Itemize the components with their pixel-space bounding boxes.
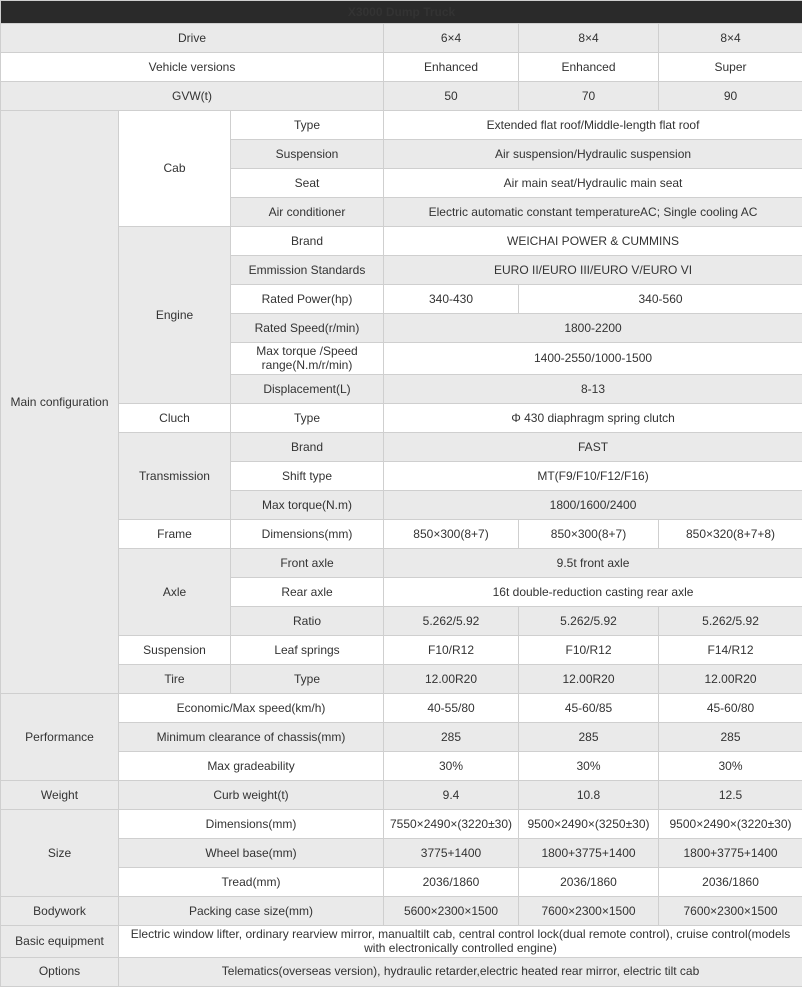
- performance-speed-label: Economic/Max speed(km/h): [119, 693, 384, 722]
- group-engine: Engine: [119, 227, 231, 404]
- size-dimensions-value-col3: 9500×2490×(3220±30): [659, 809, 802, 838]
- axle-ratio-label: Ratio: [231, 606, 384, 635]
- transmission-shift-label: Shift type: [231, 461, 384, 490]
- weight-curb-label: Curb weight(t): [119, 780, 384, 809]
- suspension-leaf-value-col1: F10/R12: [384, 635, 519, 664]
- row-size-wheelbase: [1, 838, 802, 867]
- engine-brand-value: WEICHAI POWER & CUMMINS: [384, 227, 802, 256]
- section-basic-equipment: Basic equipment: [1, 925, 119, 957]
- row-performance-speed: [1, 693, 802, 722]
- transmission-brand-label: Brand: [231, 432, 384, 461]
- gvw-value-col2: 70: [519, 82, 659, 111]
- vehicle-versions-value-col2: Enhanced: [519, 53, 659, 82]
- row-vehicle-versions: [1, 53, 802, 82]
- transmission-torque-value: 1800/1600/2400: [384, 490, 802, 519]
- size-dimensions-value-col1: 7550×2490×(3220±30): [384, 809, 519, 838]
- bodywork-packing-value-col2: 7600×2300×1500: [519, 896, 659, 925]
- frame-dimensions-value-col1: 850×300(8+7): [384, 519, 519, 548]
- performance-clearance-value-col2: 285: [519, 722, 659, 751]
- size-wheelbase-label: Wheel base(mm): [119, 838, 384, 867]
- row-suspension-leaf: [1, 635, 802, 664]
- row-transmission-brand: [1, 432, 802, 461]
- row-performance-gradeability: [1, 751, 802, 780]
- suspension-leaf-value-col2: F10/R12: [519, 635, 659, 664]
- section-main-configuration: Main configuration: [1, 111, 119, 694]
- engine-torque-value: 1400-2550/1000-1500: [384, 343, 802, 375]
- section-bodywork: Bodywork: [1, 896, 119, 925]
- suspension-leaf-value-col3: F14/R12: [659, 635, 802, 664]
- size-dimensions-value-col2: 9500×2490×(3250±30): [519, 809, 659, 838]
- cab-suspension-label: Suspension: [231, 140, 384, 169]
- axle-ratio-value-col2: 5.262/5.92: [519, 606, 659, 635]
- performance-speed-value-col3: 45-60/80: [659, 693, 802, 722]
- gvw-label: GVW(t): [1, 82, 384, 111]
- transmission-brand-value: FAST: [384, 432, 802, 461]
- suspension-leaf-label: Leaf springs: [231, 635, 384, 664]
- cab-seat-label: Seat: [231, 169, 384, 198]
- row-options: [1, 957, 802, 986]
- engine-power-value-col1: 340-430: [384, 285, 519, 314]
- row-tire-type: [1, 664, 802, 693]
- cab-type-label: Type: [231, 111, 384, 140]
- tire-type-value-col1: 12.00R20: [384, 664, 519, 693]
- row-gvw: [1, 82, 802, 111]
- page-title: X3000 Dump Truck: [1, 1, 802, 24]
- performance-speed-value-col1: 40-55/80: [384, 693, 519, 722]
- size-tread-value-col3: 2036/1860: [659, 867, 802, 896]
- axle-ratio-value-col1: 5.262/5.92: [384, 606, 519, 635]
- basic-equipment-value: Electric window lifter, ordinary rearview mirror, manualtilt cab, central control lock(dual remote control), cruise control(models with electronically controlled engine): [119, 925, 802, 957]
- size-wheelbase-value-col1: 3775+1400: [384, 838, 519, 867]
- weight-curb-value-col1: 9.4: [384, 780, 519, 809]
- size-wheelbase-value-col3: 1800+3775+1400: [659, 838, 802, 867]
- cab-air-conditioner-label: Air conditioner: [231, 198, 384, 227]
- size-wheelbase-value-col2: 1800+3775+1400: [519, 838, 659, 867]
- engine-displacement-label: Displacement(L): [231, 374, 384, 403]
- bodywork-packing-value-col1: 5600×2300×1500: [384, 896, 519, 925]
- engine-emission-value: EURO II/EURO III/EURO V/EURO VI: [384, 256, 802, 285]
- group-tire: Tire: [119, 664, 231, 693]
- size-tread-value-col2: 2036/1860: [519, 867, 659, 896]
- drive-label: Drive: [1, 24, 384, 53]
- transmission-shift-value: MT(F9/F10/F12/F16): [384, 461, 802, 490]
- row-basic-equipment: [1, 925, 802, 957]
- section-options: Options: [1, 957, 119, 986]
- frame-dimensions-value-col3: 850×320(8+7+8): [659, 519, 802, 548]
- axle-rear-label: Rear axle: [231, 577, 384, 606]
- size-tread-value-col1: 2036/1860: [384, 867, 519, 896]
- row-cab-type: [1, 111, 802, 140]
- performance-gradeability-value-col2: 30%: [519, 751, 659, 780]
- vehicle-versions-value-col1: Enhanced: [384, 53, 519, 82]
- row-drive: [1, 24, 802, 53]
- transmission-torque-label: Max torque(N.m): [231, 490, 384, 519]
- engine-brand-label: Brand: [231, 227, 384, 256]
- group-frame: Frame: [119, 519, 231, 548]
- performance-clearance-value-col3: 285: [659, 722, 802, 751]
- performance-gradeability-label: Max gradeability: [119, 751, 384, 780]
- weight-curb-value-col2: 10.8: [519, 780, 659, 809]
- engine-speed-label: Rated Speed(r/min): [231, 314, 384, 343]
- cab-type-value: Extended flat roof/Middle-length flat roof: [384, 111, 802, 140]
- engine-power-value-col2-3: 340-560: [519, 285, 802, 314]
- section-weight: Weight: [1, 780, 119, 809]
- row-weight-curb: [1, 780, 802, 809]
- options-value: Telematics(overseas version), hydraulic retarder,electric heated rear mirror, electric tilt cab: [119, 957, 802, 986]
- axle-rear-value: 16t double-reduction casting rear axle: [384, 577, 802, 606]
- row-performance-clearance: [1, 722, 802, 751]
- group-axle: Axle: [119, 548, 231, 635]
- performance-clearance-value-col1: 285: [384, 722, 519, 751]
- frame-dimensions-value-col2: 850×300(8+7): [519, 519, 659, 548]
- cab-suspension-value: Air suspension/Hydraulic suspension: [384, 140, 802, 169]
- cab-air-conditioner-value: Electric automatic constant temperatureAC; Single cooling AC: [384, 198, 802, 227]
- engine-power-label: Rated Power(hp): [231, 285, 384, 314]
- row-clutch-type: [1, 403, 802, 432]
- row-engine-brand: [1, 227, 802, 256]
- weight-curb-value-col3: 12.5: [659, 780, 802, 809]
- axle-front-value: 9.5t front axle: [384, 548, 802, 577]
- engine-torque-label: Max torque /Speed range(N.m/r/min): [231, 343, 384, 375]
- engine-speed-value: 1800-2200: [384, 314, 802, 343]
- engine-emission-label: Emmission Standards: [231, 256, 384, 285]
- drive-value-col1: 6×4: [384, 24, 519, 53]
- clutch-type-label: Type: [231, 403, 384, 432]
- gvw-value-col3: 90: [659, 82, 802, 111]
- axle-ratio-value-col3: 5.262/5.92: [659, 606, 802, 635]
- section-size: Size: [1, 809, 119, 896]
- section-performance: Performance: [1, 693, 119, 780]
- performance-gradeability-value-col1: 30%: [384, 751, 519, 780]
- bodywork-packing-label: Packing case size(mm): [119, 896, 384, 925]
- row-axle-front: [1, 548, 802, 577]
- tire-type-value-col3: 12.00R20: [659, 664, 802, 693]
- frame-dimensions-label: Dimensions(mm): [231, 519, 384, 548]
- clutch-type-value: Φ 430 diaphragm spring clutch: [384, 403, 802, 432]
- row-bodywork-packing: [1, 896, 802, 925]
- row-frame-dimensions: [1, 519, 802, 548]
- performance-clearance-label: Minimum clearance of chassis(mm): [119, 722, 384, 751]
- group-cab: Cab: [119, 111, 231, 227]
- title-row: [1, 1, 802, 24]
- bodywork-packing-value-col3: 7600×2300×1500: [659, 896, 802, 925]
- row-size-tread: [1, 867, 802, 896]
- tire-type-value-col2: 12.00R20: [519, 664, 659, 693]
- performance-speed-value-col2: 45-60/85: [519, 693, 659, 722]
- row-size-dimensions: [1, 809, 802, 838]
- tire-type-label: Type: [231, 664, 384, 693]
- drive-value-col3: 8×4: [659, 24, 802, 53]
- performance-gradeability-value-col3: 30%: [659, 751, 802, 780]
- axle-front-label: Front axle: [231, 548, 384, 577]
- gvw-value-col1: 50: [384, 82, 519, 111]
- drive-value-col2: 8×4: [519, 24, 659, 53]
- group-suspension: Suspension: [119, 635, 231, 664]
- size-tread-label: Tread(mm): [119, 867, 384, 896]
- group-clutch: Cluch: [119, 403, 231, 432]
- cab-seat-value: Air main seat/Hydraulic main seat: [384, 169, 802, 198]
- vehicle-versions-value-col3: Super: [659, 53, 802, 82]
- vehicle-versions-label: Vehicle versions: [1, 53, 384, 82]
- group-transmission: Transmission: [119, 432, 231, 519]
- size-dimensions-label: Dimensions(mm): [119, 809, 384, 838]
- engine-displacement-value: 8-13: [384, 374, 802, 403]
